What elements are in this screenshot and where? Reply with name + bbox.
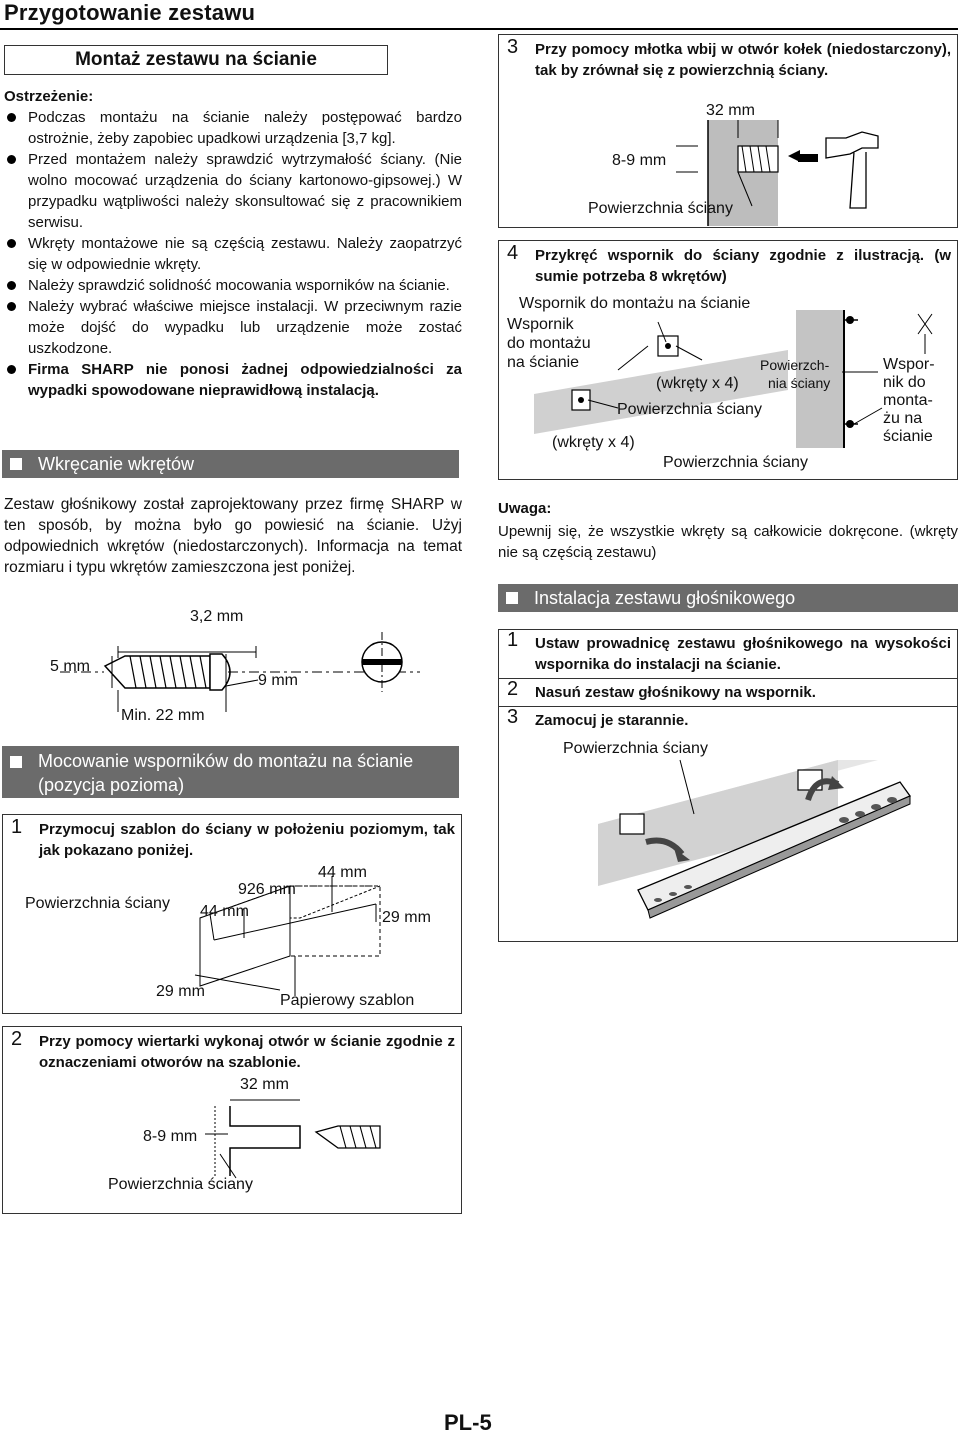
step-4-header xyxy=(499,241,957,291)
bracket-left-label-line: na ścianie xyxy=(507,354,580,371)
warning-title: Ostrzeżenie: xyxy=(4,88,94,105)
screws-x4-label-b: (wkręty x 4) xyxy=(552,434,635,451)
drill-depth-label: 32 mm xyxy=(240,1076,289,1093)
step-2-header xyxy=(3,1027,461,1077)
screws-heading-bar xyxy=(2,450,459,478)
bracket-wall-a-label: Powierzchnia ściany xyxy=(617,401,762,418)
step-text: Przykręć wspornik do ściany zgodnie z ilustracją. (w sumie potrzeba 8 wkrętów) xyxy=(535,247,951,285)
paper-template-label: Papierowy szablon xyxy=(280,992,415,1009)
install-heading-bar xyxy=(498,584,958,612)
warning-item-liability: Firma SHARP nie ponosi żadnej odpowiedzialności za wypadki spowodowane nieprawidłową instalacją. xyxy=(4,359,462,401)
bracket-left-label xyxy=(507,315,591,372)
square-bullet-icon xyxy=(10,458,22,470)
warning-item: Wkręty montażowe nie są częścią zestawu. Należy zaopatrzyć się w odpowiednie wkręty. xyxy=(4,233,462,275)
bracket-wall-b-label: Powierzchnia ściany xyxy=(663,454,808,471)
brackets-heading: Mocowanie wsporników do montażu na ścianie (pozycja pozioma) xyxy=(38,751,414,795)
page-title: Przygotowanie zestawu xyxy=(4,0,256,25)
warning-item: Należy wybrać właściwe miejsce instalacji. W przeciwnym razie może dojść do wypadku lub urządzenie może zostać uszkodzone. xyxy=(4,296,462,359)
step-number: 1 xyxy=(507,629,519,651)
warning-list xyxy=(4,107,462,401)
bracket-wall-c-label xyxy=(760,356,830,392)
step-text: Przy pomocy wiertarki wykonaj otwór w ścianie zgodnie z oznaczeniami otworów na szablonie. xyxy=(39,1033,455,1071)
step-number: 3 xyxy=(507,36,519,58)
step-1-header xyxy=(3,815,461,865)
bracket-wall-c-line: nia ściany xyxy=(768,375,831,391)
template-dim-29-bottom: 29 mm xyxy=(156,983,205,1000)
screw-min-length-label: Min. 22 mm xyxy=(121,707,205,724)
step-number: 3 xyxy=(507,706,519,728)
step-number: 2 xyxy=(507,678,519,700)
square-bullet-icon xyxy=(10,756,22,768)
install-heading: Instalacja zestawu głośnikowego xyxy=(534,587,796,608)
hammer-wall-label: Powierzchnia ściany xyxy=(588,200,733,217)
square-bullet-icon xyxy=(506,592,518,604)
bracket-right-label-line: ścianie xyxy=(883,428,933,445)
template-dim-44-left: 44 mm xyxy=(200,903,249,920)
hammer-diameter-label: 8-9 mm xyxy=(612,152,667,169)
template-dim-29-right: 29 mm xyxy=(382,909,431,926)
bracket-left-label-line: do montażu xyxy=(507,335,591,352)
screw-head-width-label: 9 mm xyxy=(258,672,298,689)
note-text: Upewnij się, że wszystkie wkręty są całkowicie dokręcone. (wkręty nie są częścią zestawu) xyxy=(498,523,958,561)
template-wall-label: Powierzchnia ściany xyxy=(25,895,170,912)
screws-x4-label-a: (wkręty x 4) xyxy=(656,375,739,392)
template-dim-926: 926 mm xyxy=(238,881,296,898)
title-rule xyxy=(0,28,958,30)
screws-heading: Wkręcanie wkrętów xyxy=(38,453,195,474)
bracket-right-label xyxy=(883,356,935,446)
drill-wall-label: Powierzchnia ściany xyxy=(108,1176,253,1193)
step-number: 2 xyxy=(11,1028,23,1050)
page-number: PL-5 xyxy=(444,1410,492,1435)
install-step-1 xyxy=(499,630,957,678)
screws-paragraph: Zestaw głośnikowy został zaprojektowany przez firmę SHARP w ten sposób, by można było go powiesić na ścianie. Użyj odpowiednich wkrętów (niedostarczonych). Informacja na temat rozmiaru i typu wkrętów zamieszczona jest poniżej. xyxy=(4,496,462,576)
bracket-wall-c-line: Powierzch- xyxy=(760,357,830,373)
screw-thread-diameter-label: 5 mm xyxy=(50,658,90,675)
step-number: 1 xyxy=(11,816,23,838)
step-text: Zamocuj je starannie. xyxy=(535,712,689,729)
template-dim-44-top: 44 mm xyxy=(318,864,367,881)
step-number: 4 xyxy=(507,242,519,264)
step-text: Ustaw prowadnicę zestawu głośnikowego na wysokości wspornika do instalacji na ścianie. xyxy=(535,635,951,673)
step-3-header xyxy=(499,35,957,85)
note-title: Uwaga: xyxy=(498,500,552,517)
mount-heading: Montaż zestawu na ścianie xyxy=(4,45,388,75)
speaker-install-diagram xyxy=(498,760,958,920)
drill-diameter-label: 8-9 mm xyxy=(143,1128,198,1145)
bracket-right-label-line: Wspor- xyxy=(883,356,935,373)
install-step-2 xyxy=(499,678,957,706)
hammer-depth-label: 32 mm xyxy=(706,102,755,119)
brackets-heading-bar xyxy=(2,746,459,798)
install-wall-label: Powierzchnia ściany xyxy=(563,740,708,757)
warning-item: Podczas montażu na ścianie należy postępować bardzo ostrożnie, żeby zapobiec upadkowi urządzenia [3,7 kg]. xyxy=(4,107,462,149)
screw-head-diameter-label: 3,2 mm xyxy=(190,608,244,625)
bracket-right-label-line: żu na xyxy=(883,410,923,427)
bracket-left-label-line: Wspornik xyxy=(507,316,574,333)
bracket-right-label-line: nik do xyxy=(883,374,926,391)
template-diagram xyxy=(0,860,460,1010)
warning-item: Należy sprawdzić solidność mocowania wsporników na ścianie. xyxy=(4,275,462,296)
warning-item: Przed montażem należy sprawdzić wytrzymałość ściany. (Nie wolno mocować urządzenia do ściany kartonowo-gipsowej.) W przypadku wątpliwości należy skonsultować się z pracownikiem serwisu. xyxy=(4,149,462,233)
bracket-top-label: Wspornik do montażu na ścianie xyxy=(519,295,751,312)
step-text: Przy pomocy młotka wbij w otwór kołek (niedostarczony), tak by zrównał się z powierzchnią ściany. xyxy=(535,41,951,79)
step-text: Przymocuj szablon do ściany w położeniu poziomym, tak jak pokazano poniżej. xyxy=(39,821,455,859)
bracket-right-label-line: monta- xyxy=(883,392,933,409)
step-text: Nasuń zestaw głośnikowy na wspornik. xyxy=(535,684,816,701)
